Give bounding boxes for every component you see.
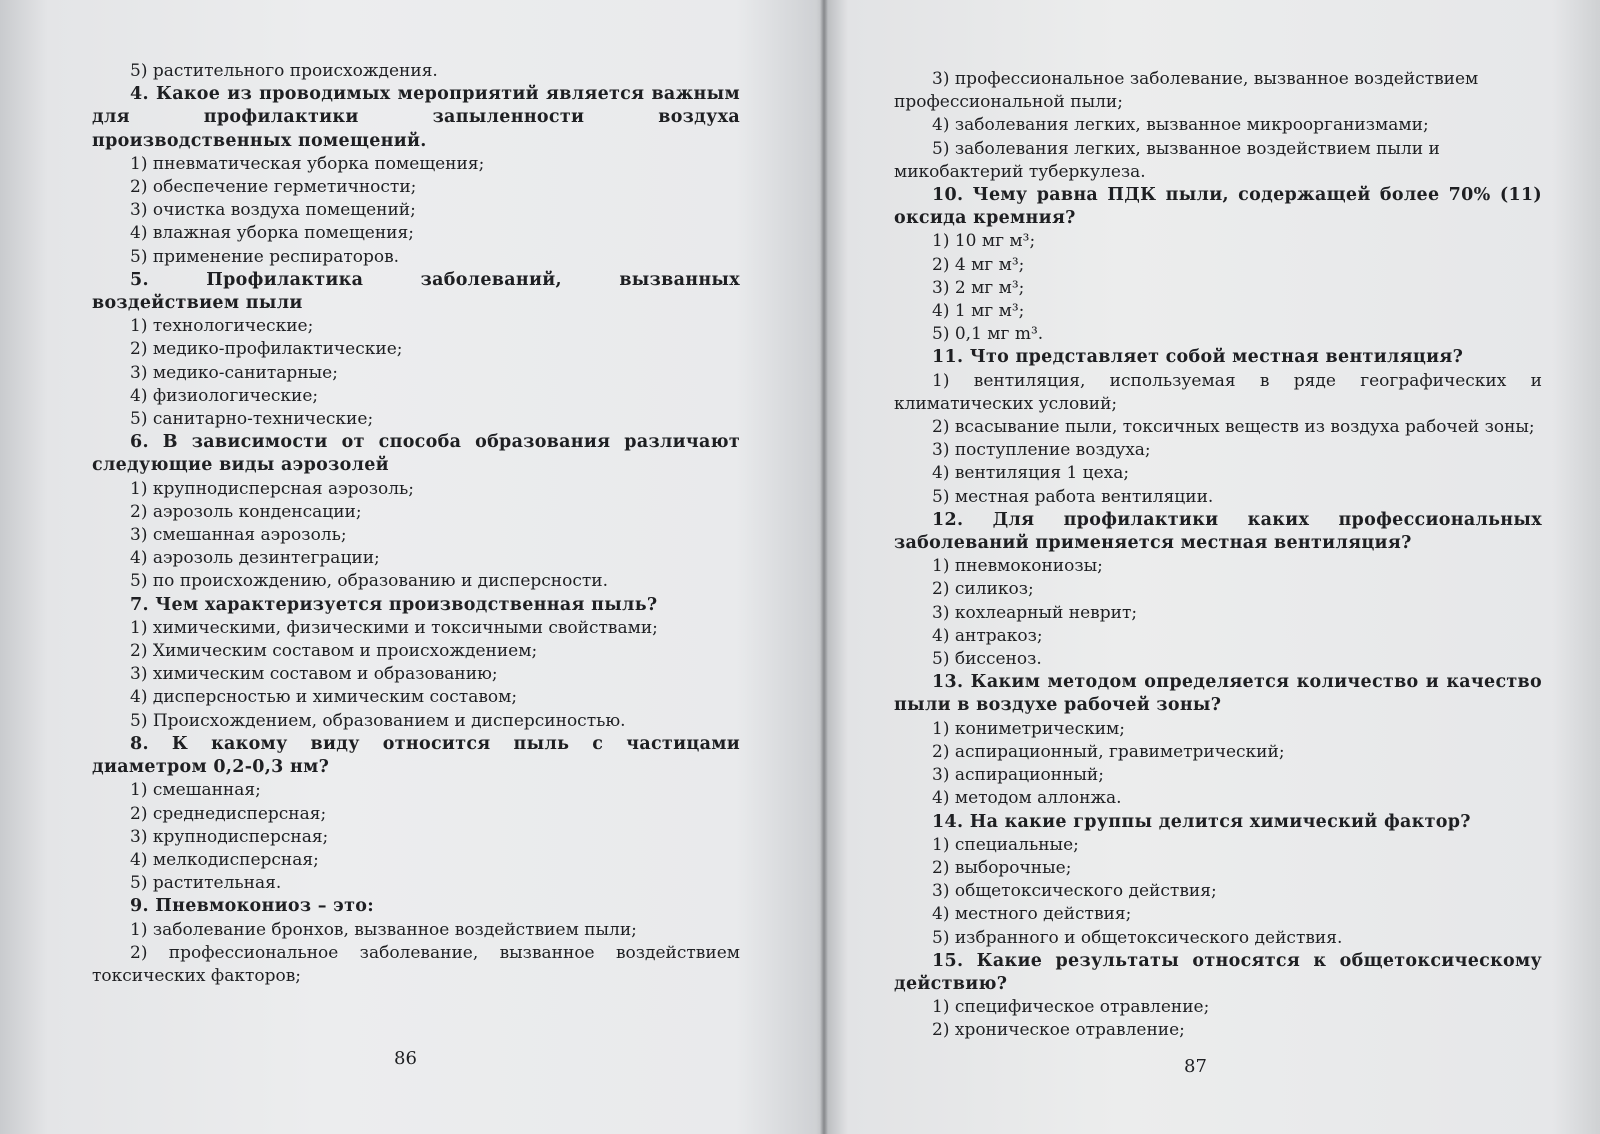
right-page-text	[894, 68, 1542, 1043]
question-text: 13. Каким методом определяется количество и качество пыли в воздухе рабочей зоны?	[894, 672, 1542, 716]
left-lead-line: 5) растительного происхождения.	[130, 61, 438, 81]
answer-option: 2) обеспечение герметичности;	[130, 177, 417, 198]
question-text: 10. Чему равна ПДК пыли, содержащей более 70% (11) оксида кремния?	[894, 185, 1542, 229]
answer-option: 3) медико-санитарные;	[130, 362, 338, 383]
answer-option: 2) 4 мг м³;	[932, 254, 1025, 275]
answer-option: 1) технологические;	[130, 316, 314, 337]
answer-option: 1) специфическое отравление;	[932, 997, 1210, 1018]
question-text: 8. К какому виду относится пыль с частицами диаметром 0,2-0,3 нм?	[92, 733, 740, 778]
answer-option: 2) силикоз;	[932, 579, 1034, 600]
answer-option: 4) методом аллонжа.	[932, 788, 1122, 809]
question-text: 6. В зависимости от способа образования различают следующие виды аэрозолей	[92, 432, 740, 476]
left-page-text	[92, 60, 740, 988]
answer-option: 5) местная работа вентиляции.	[932, 486, 1214, 507]
answer-option: 3) поступление воздуха;	[932, 440, 1151, 461]
answer-option: 3) химическим составом и образованию;	[130, 664, 498, 685]
answer-option: 2) профессиональное заболевание, вызванное воздействием токсических факторов;	[92, 942, 740, 986]
right-lead-line: 4) заболевания легких, вызванное микроорганизмами;	[932, 115, 1429, 136]
answer-option: 1) заболевание бронхов, вызванное воздействием пыли;	[130, 919, 637, 940]
answer-option: 2) аэрозоль конденсации;	[130, 501, 362, 522]
answer-option: 3) смешанная аэрозоль;	[130, 525, 347, 546]
answer-option: 3) 2 мг м³;	[932, 277, 1025, 298]
page-number-right: 87	[1184, 1056, 1207, 1077]
answer-option: 1) пневматическая уборка помещения;	[130, 153, 485, 174]
question-text: 5. Профилактика заболеваний, вызванных воздействием пыли	[92, 269, 740, 314]
right-lead-line: 5) заболевания легких, вызванное воздействием пыли и микобактерий туберкулеза.	[894, 138, 1440, 182]
answer-option: 4) мелкодисперсная;	[130, 849, 319, 870]
answer-option: 5) по происхождению, образованию и дисперсности.	[130, 571, 609, 592]
page-number-left: 86	[394, 1048, 417, 1069]
answer-option: 3) кохлеарный неврит;	[932, 602, 1138, 623]
answer-option: 4) местного действия;	[932, 904, 1132, 925]
answer-option: 5) растительная.	[130, 873, 282, 894]
answer-option: 4) антракоз;	[932, 625, 1043, 646]
question-text: 15. Какие результаты относятся к общетоксическому действию?	[894, 950, 1542, 994]
answer-option: 2) выборочные;	[932, 857, 1072, 878]
question-text: 11. Что представляет собой местная вентиляция?	[932, 347, 1464, 368]
right-lead-line: 3) профессиональное заболевание, вызванное воздействием профессиональной пыли;	[894, 69, 1479, 113]
answer-option: 2) Химическим составом и происхождением;	[130, 641, 538, 662]
question-text: 7. Чем характеризуется производственная пыль?	[130, 594, 658, 615]
question-text: 9. Пневмокониоз – это:	[130, 896, 374, 917]
answer-option: 1) смешанная;	[130, 780, 261, 801]
right-page	[828, 0, 1600, 1134]
answer-option: 1) вентиляция, используемая в ряде географических и климатических условий;	[894, 370, 1542, 414]
answer-option: 1) пневмокониозы;	[932, 556, 1103, 577]
question-text: 14. На какие группы делится химический фактор?	[932, 811, 1471, 832]
answer-option: 1) 10 мг м³;	[932, 231, 1036, 252]
question-text: 4. Какое из проводимых мероприятий является важным для профилактики запыленности воздуха производственных помещений.	[92, 84, 740, 151]
answer-option: 4) аэрозоль дезинтеграции;	[130, 548, 380, 569]
answer-option: 3) аспирационный;	[932, 765, 1104, 786]
answer-option: 4) дисперсностью и химическим составом;	[130, 687, 518, 708]
answer-option: 4) 1 мг м³;	[932, 301, 1025, 322]
answer-option: 4) влажная уборка помещения;	[130, 223, 414, 244]
answer-option: 5) Происхождением, образованием и дисперсиностью.	[130, 710, 626, 731]
book-fold	[820, 0, 828, 1134]
answer-option: 4) вентиляция 1 цеха;	[932, 463, 1130, 484]
answer-option: 1) кониметрическим;	[932, 718, 1126, 739]
answer-option: 3) общетоксического действия;	[932, 881, 1217, 902]
answer-option: 5) избранного и общетоксического действия.	[932, 927, 1343, 948]
answer-option: 3) очистка воздуха помещений;	[130, 200, 416, 221]
answer-option: 2) всасывание пыли, токсичных веществ из воздуха рабочей зоны;	[932, 417, 1535, 438]
answer-option: 2) среднедисперсная;	[130, 803, 327, 824]
answer-option: 5) санитарно-технические;	[130, 409, 374, 430]
answer-option: 5) 0,1 мг m³.	[932, 324, 1044, 345]
answer-option: 2) медико-профилактические;	[130, 339, 403, 360]
answer-option: 4) физиологические;	[130, 385, 319, 406]
answer-option: 3) крупнодисперсная;	[130, 826, 329, 847]
answer-option: 2) хроническое отравление;	[932, 1020, 1185, 1041]
answer-option: 5) биссеноз.	[932, 649, 1042, 670]
answer-option: 1) химическими, физическими и токсичными свойствами;	[130, 617, 658, 638]
answer-option: 1) специальные;	[932, 834, 1079, 855]
answer-option: 2) аспирационный, гравиметрический;	[932, 741, 1285, 762]
answer-option: 1) крупнодисперсная аэрозоль;	[130, 478, 415, 499]
answer-option: 5) применение респираторов.	[130, 246, 400, 267]
question-text: 12. Для профилактики каких профессиональных заболеваний применяется местная вентиляция?	[894, 509, 1542, 554]
